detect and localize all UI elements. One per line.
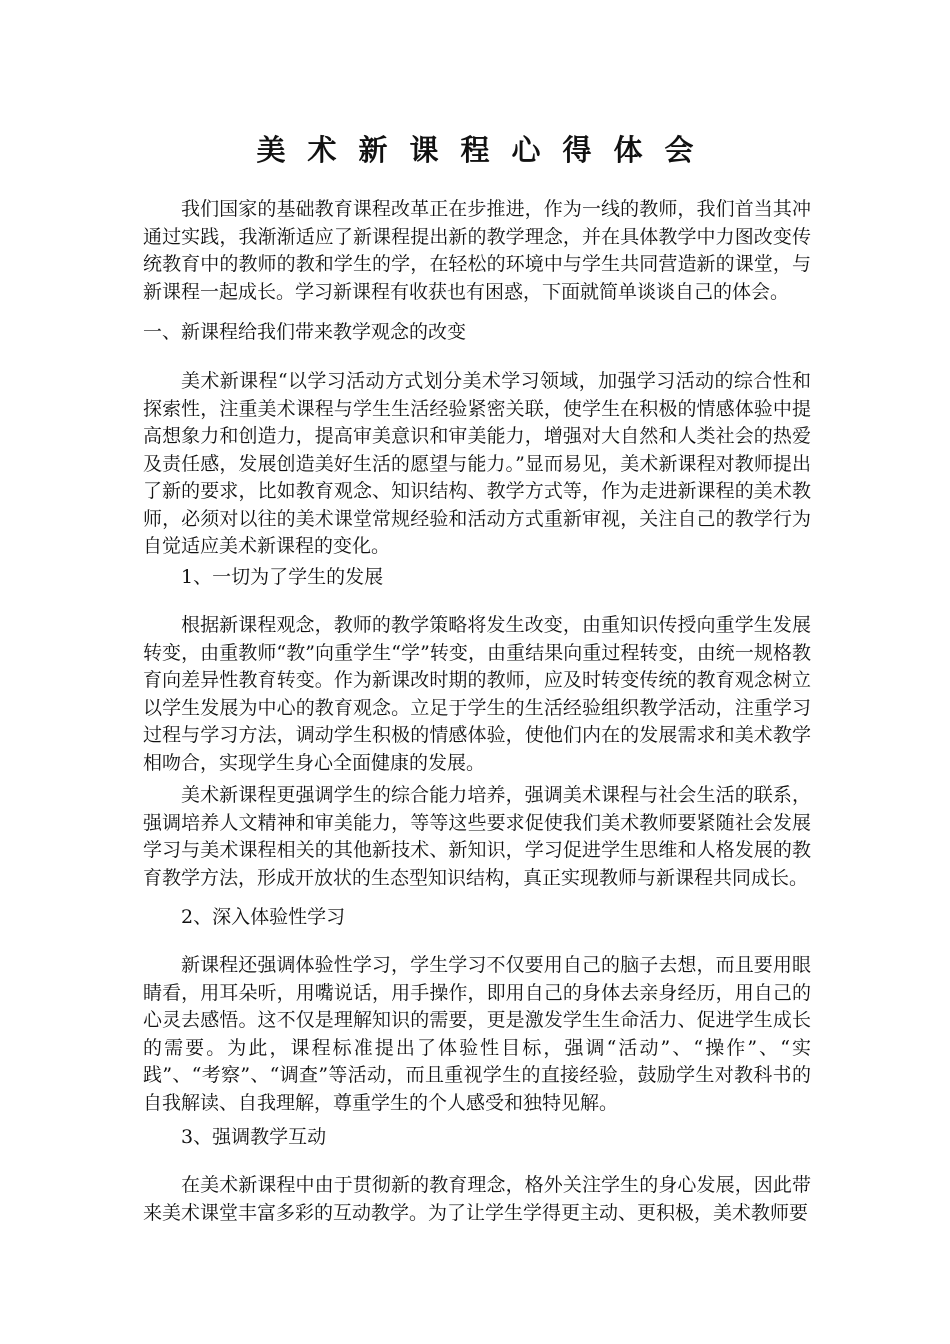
subsection1-paragraph-1: 根据新课程观念，教师的教学策略将发生改变，由重知识传授向重学生发展转变，由重教师“教”向重学生“学”转变，由重结果向重过程转变，由统一规格教育向差异性教育转变。作为新课改时期的教师，应及时转变传统的教育观念树立以学生发展为中心的教育观念。立足于学生的生活经验组织教学活动，注重学习过程与学习方法，调动学生积极的情感体验，使他们内在的发展需求和美术教学相吻合，实现学生身心全面健康的发展。 xyxy=(143,614,811,774)
subsection-heading-3: 3、强调教学互动 xyxy=(181,1126,327,1148)
subsection2-paragraph: 新课程还强调体验性学习，学生学习不仅要用自己的脑子去想，而且要用眼睛看，用耳朵听，用嘴说话，用手操作，即用自己的身体去亲身经历，用自己的心灵去感悟。这不仅是理解知识的需要，更是激发学生生命活力、促进学生成长的需要。为此，课程标准提出了体验性目标，强调“活动”、“操作”、“实践”、“考察”、“调查”等活动，而且重视学生的直接经验，鼓励学生对教科书的自我解读、自我理解，尊重学生的个人感受和独特见解。 xyxy=(143,954,811,1114)
section-heading-1: 一、新课程给我们带来教学观念的改变 xyxy=(143,321,467,343)
subsection3-paragraph: 在美术新课程中由于贯彻新的教育理念，格外关注学生的身心发展，因此带来美术课堂丰富多彩的互动教学。为了让学生学得更主动、更积极，美术教师要 xyxy=(143,1174,811,1224)
subsection-heading-1: 1、一切为了学生的发展 xyxy=(181,566,384,588)
subsection-heading-2: 2、深入体验性学习 xyxy=(181,906,346,928)
section1-paragraph: 美术新课程“以学习活动方式划分美术学习领域，加强学习活动的综合性和探索性，注重美术课程与学生生活经验紧密关联，使学生在积极的情感体验中提高想象力和创造力，提高审美意识和审美能力，增强对大自然和人类社会的热爱及责任感，发展创造美好生活的愿望与能力。”显而易见，美术新课程对教师提出了新的要求，比如教育观念、知识结构、教学方式等，作为走进新课程的美术教师，必须对以往的美术课堂常规经验和活动方式重新审视，关注自己的教学行为自觉适应美术新课程的变化。 xyxy=(143,370,811,557)
intro-paragraph: 我们国家的基础教育课程改革正在步推进，作为一线的教师，我们首当其冲通过实践，我渐渐适应了新课程提出新的教学理念，并在具体教学中力图改变传统教育中的教师的教和学生的学，在轻松的环境中与学生共同营造新的课堂，与新课程一起成长。学习新课程有收获也有困惑，下面就简单谈谈自己的体会。 xyxy=(143,198,811,303)
document-title: 美术新课程心得体会 xyxy=(256,133,716,167)
subsection1-paragraph-2: 美术新课程更强调学生的综合能力培养，强调美术课程与社会生活的联系，强调培养人文精神和审美能力，等等这些要求促使我们美术教师要紧随社会发展学习与美术课程相关的其他新技术、新知识，学习促进学生思维和人格发展的教育教学方法，形成开放状的生态型知识结构，真正实现教师与新课程共同成长。 xyxy=(143,784,811,889)
